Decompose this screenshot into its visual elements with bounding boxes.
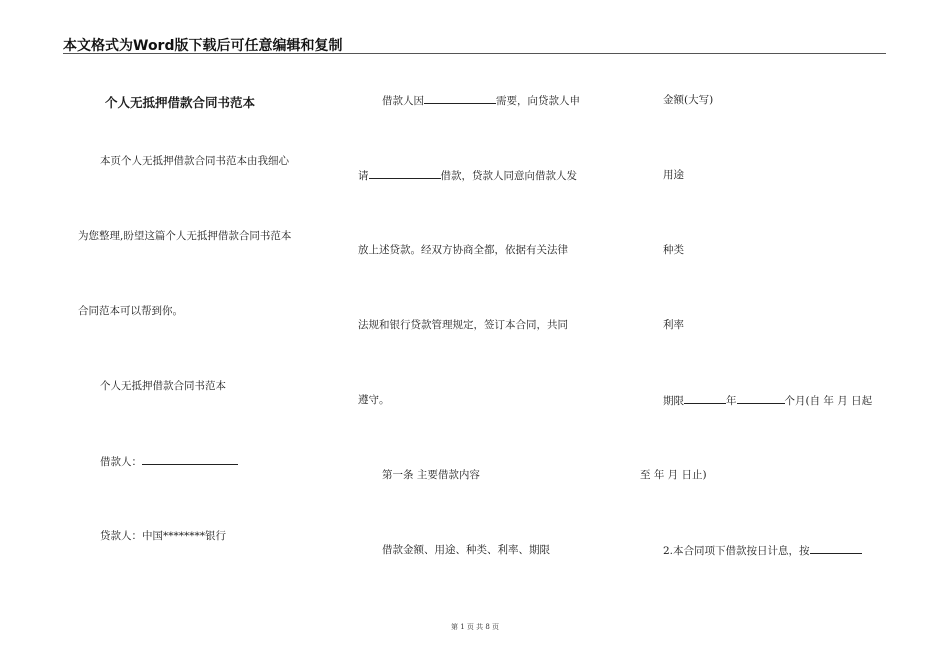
rate-label: 利率 [663,319,684,331]
page-footer: 第 1 页 共 8 页 [450,623,500,631]
purpose-blank [424,93,496,104]
clause-line-3: 放上述贷款。经双方协商全都，依据有关法律 [358,244,568,256]
amount-label: 金额(大写) [663,94,714,106]
document-title: 个人无抵押借款合同书范本 [105,95,256,110]
clause-line-1 [382,93,580,108]
interest-text: 2.本合同项下借款按日计息，按 [663,545,810,557]
amount-blank [369,168,441,179]
term-end-line: 至 年 月 日止) [640,469,707,481]
clause-line-1-start: 借款人因 [382,95,424,107]
purpose-label: 用途 [663,169,684,181]
clause-line-2 [358,168,577,183]
term-year-blank [684,393,726,404]
borrower-line [100,454,238,469]
clause-line-4: 法规和银行贷款管理规定，签订本合同，共同 [358,319,568,331]
clause-line-1-end: 需要，向贷款人申 [496,95,580,107]
type-label: 种类 [663,244,684,256]
header-divider [63,53,886,54]
article-1-heading: 第一条 主要借款内容 [382,469,480,481]
borrower-blank [142,454,238,465]
term-line [663,393,872,408]
document-header-title: 本文格式为Word版下载后可任意编辑和复制 [63,38,343,54]
interest-blank [810,543,862,554]
contract-subtitle: 个人无抵押借款合同书范本 [100,380,226,392]
intro-line-1: 本页个人无抵押借款合同书范本由我细心 [100,155,289,167]
intro-line-2: 为您整理,盼望这篇个人无抵押借款合同书范本 [78,230,292,242]
clause-line-2-end: 借款，贷款人同意向借款人发 [440,170,577,182]
borrower-label: 借款人： [100,456,142,468]
intro-line-3: 合同范本可以帮到你。 [78,305,183,317]
term-year-unit: 年 [726,395,737,407]
term-month-blank [737,393,785,404]
lender-line: 贷款人：中国********银行 [100,530,226,542]
term-month-unit: 个月(自 年 月 日起 [784,395,873,407]
clause-line-5: 遵守。 [358,394,390,406]
interest-line [663,543,862,558]
clause-line-2-start: 请 [358,170,369,182]
loan-items-line: 借款金额、用途、种类、利率、期限 [382,544,550,556]
term-label: 期限 [663,395,684,407]
